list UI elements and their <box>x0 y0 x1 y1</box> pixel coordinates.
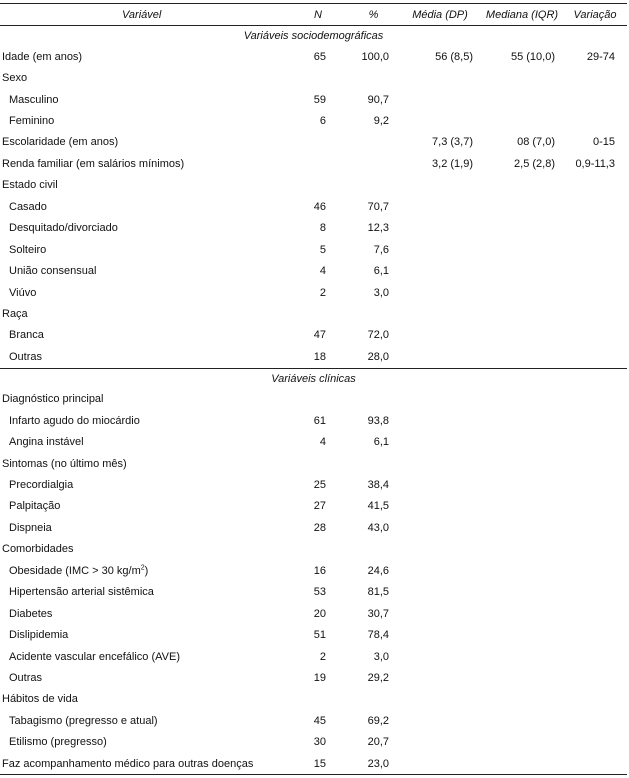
table-row <box>0 753 627 775</box>
section-header-row <box>0 368 627 389</box>
row-label-text: Angina instável <box>9 436 84 449</box>
row-label-text: Acidente vascular encefálico (AVE) <box>9 650 180 663</box>
table-row <box>0 196 627 217</box>
row-label-text: Escolaridade (em anos) <box>2 136 119 149</box>
cell-variacao <box>563 239 627 260</box>
row-label <box>0 431 288 452</box>
row-label-text: Comorbidades <box>2 543 74 556</box>
row-label-text: Viúvo <box>9 286 37 299</box>
cell-mediana: 2,5 (2,8) <box>514 157 555 170</box>
table-row <box>0 603 627 624</box>
row-label-text: Palpitação <box>9 500 61 513</box>
cell-variacao <box>563 67 627 88</box>
cell-pct: 6,1 <box>373 265 389 278</box>
cell-mediana <box>481 753 563 775</box>
cell-pct: 3,0 <box>373 650 389 663</box>
header-variacao: Variação <box>563 4 627 26</box>
cell-pct: 23,0 <box>348 753 399 775</box>
row-label-text: Renda familiar (em salários mínimos) <box>2 157 185 170</box>
row-label-text: Precordialgia <box>9 479 74 492</box>
header-mediana: Mediana (IQR) <box>481 4 563 26</box>
section-header-row <box>0 26 627 47</box>
row-label <box>0 346 288 368</box>
row-label <box>0 67 288 88</box>
cell-media <box>399 67 481 88</box>
row-label-text: Raça <box>2 307 28 320</box>
row-label <box>0 753 288 775</box>
row-label-text: Hipertensão arterial sistêmica <box>9 586 154 599</box>
row-label <box>0 325 288 346</box>
cell-media: 7,3 (3,7) <box>432 136 473 149</box>
row-label <box>0 196 288 217</box>
cell-n: 15 <box>288 753 348 775</box>
cell-mediana <box>481 646 563 667</box>
cell-pct: 78,4 <box>367 629 389 642</box>
cell-media <box>399 110 481 131</box>
cell-media <box>399 539 481 560</box>
cell-n: 5 <box>319 243 326 256</box>
row-label <box>0 603 288 624</box>
cell-media <box>399 732 481 753</box>
cell-pct: 41,5 <box>367 500 389 513</box>
row-label-text: Dispneia <box>9 521 52 534</box>
table-row <box>0 582 627 603</box>
cell-media <box>399 753 481 775</box>
cell-n: 61 <box>313 414 326 427</box>
cell-pct: 69,2 <box>367 714 389 727</box>
cell-variacao <box>563 282 627 303</box>
row-label-text: Sexo <box>2 72 28 85</box>
cell-mediana: 55 (10,0) <box>510 50 555 63</box>
header-row <box>0 4 627 26</box>
cell-n: 45 <box>313 714 326 727</box>
cell-n: 30 <box>313 736 326 749</box>
cell-mediana <box>481 346 563 368</box>
cell-mediana <box>481 453 563 474</box>
section-title: Variáveis clínicas <box>0 368 627 389</box>
row-label <box>0 667 288 688</box>
cell-pct: 100,0 <box>361 50 389 63</box>
data-table <box>0 3 627 775</box>
row-label <box>0 496 288 517</box>
cell-n: 27 <box>313 500 326 513</box>
cell-n <box>288 303 348 324</box>
cell-pct <box>348 132 399 153</box>
cell-pct: 3,0 <box>373 286 389 299</box>
cell-media <box>399 346 481 368</box>
cell-media <box>399 453 481 474</box>
row-label <box>0 282 288 303</box>
cell-n: 18 <box>313 350 326 363</box>
cell-n <box>288 132 348 153</box>
cell-pct: 24,6 <box>367 564 389 577</box>
cell-pct: 6,1 <box>373 436 389 449</box>
cell-mediana <box>481 689 563 710</box>
cell-mediana <box>481 389 563 410</box>
cell-mediana <box>481 624 563 645</box>
table-row <box>0 89 627 110</box>
cell-variacao <box>563 346 627 368</box>
cell-mediana <box>481 67 563 88</box>
cell-mediana <box>481 582 563 603</box>
table-header <box>0 4 627 26</box>
table-row <box>0 431 627 452</box>
cell-mediana: 08 (7,0) <box>517 136 555 149</box>
table-row <box>0 325 627 346</box>
cell-pct: 30,7 <box>367 607 389 620</box>
cell-pct: 9,2 <box>373 115 389 128</box>
cell-variacao <box>563 325 627 346</box>
cell-media <box>399 431 481 452</box>
cell-pct <box>348 539 399 560</box>
cell-mediana <box>481 474 563 495</box>
cell-n <box>288 153 348 174</box>
row-label-text: Idade (em anos) <box>2 50 83 63</box>
table-body <box>0 26 627 775</box>
row-label-text: Diagnóstico principal <box>2 393 104 406</box>
row-label <box>0 732 288 753</box>
table-row <box>0 175 627 196</box>
row-label <box>0 389 288 410</box>
row-label <box>0 303 288 324</box>
cell-n: 59 <box>313 93 326 106</box>
table-row <box>0 67 627 88</box>
row-label <box>0 517 288 538</box>
cell-mediana <box>481 431 563 452</box>
cell-n: 47 <box>313 329 326 342</box>
row-label-text: Faz acompanhamento médico para outras doenças <box>2 757 254 770</box>
table-row <box>0 346 627 368</box>
cell-variacao <box>563 218 627 239</box>
cell-media <box>399 667 481 688</box>
cell-n: 4 <box>319 265 326 278</box>
cell-media <box>399 710 481 731</box>
cell-variacao: 0,9-11,3 <box>575 157 615 170</box>
row-label <box>0 474 288 495</box>
cell-variacao <box>563 89 627 110</box>
cell-variacao <box>563 431 627 452</box>
row-label-text: Casado <box>9 200 47 213</box>
cell-variacao <box>563 603 627 624</box>
row-label <box>0 624 288 645</box>
table-row <box>0 46 627 67</box>
row-label <box>0 175 288 196</box>
cell-n: 2 <box>319 286 326 299</box>
cell-pct: 93,8 <box>367 414 389 427</box>
cell-variacao <box>563 646 627 667</box>
row-label <box>0 710 288 731</box>
cell-mediana <box>481 110 563 131</box>
cell-media: 56 (8,5) <box>435 50 473 63</box>
header-pct: % <box>348 4 399 26</box>
table-row <box>0 389 627 410</box>
cell-media <box>399 175 481 196</box>
table-row <box>0 496 627 517</box>
cell-pct: 12,3 <box>367 222 389 235</box>
row-label <box>0 410 288 431</box>
cell-variacao <box>563 582 627 603</box>
cell-mediana <box>481 732 563 753</box>
row-label <box>0 218 288 239</box>
cell-media <box>399 474 481 495</box>
cell-variacao <box>563 474 627 495</box>
cell-pct: 38,4 <box>367 479 389 492</box>
cell-n: 19 <box>313 671 326 684</box>
cell-mediana <box>481 303 563 324</box>
row-label <box>0 582 288 603</box>
cell-pct: 7,6 <box>373 243 389 256</box>
cell-variacao <box>563 410 627 431</box>
cell-variacao <box>563 453 627 474</box>
table-row <box>0 410 627 431</box>
row-label-text: Masculino <box>9 93 59 106</box>
cell-pct: 43,0 <box>367 521 389 534</box>
cell-variacao <box>563 260 627 281</box>
row-label <box>0 132 288 153</box>
table-row <box>0 453 627 474</box>
cell-pct <box>348 175 399 196</box>
cell-variacao <box>563 732 627 753</box>
cell-pct <box>348 453 399 474</box>
row-label <box>0 89 288 110</box>
cell-pct: 90,7 <box>367 93 389 106</box>
cell-media <box>399 603 481 624</box>
cell-media <box>399 218 481 239</box>
cell-variacao <box>563 389 627 410</box>
cell-media <box>399 389 481 410</box>
cell-n: 16 <box>313 564 326 577</box>
row-label-text: Diabetes <box>9 607 53 620</box>
table-row <box>0 303 627 324</box>
cell-mediana <box>481 239 563 260</box>
cell-n: 53 <box>313 586 326 599</box>
cell-media <box>399 260 481 281</box>
table-row <box>0 624 627 645</box>
row-label-text: Outras <box>9 350 43 363</box>
cell-variacao <box>563 196 627 217</box>
cell-variacao <box>563 539 627 560</box>
table-row <box>0 474 627 495</box>
row-label <box>0 453 288 474</box>
cell-media <box>399 410 481 431</box>
cell-pct: 81,5 <box>367 586 389 599</box>
cell-n: 46 <box>313 200 326 213</box>
row-label <box>0 153 288 174</box>
cell-n <box>288 67 348 88</box>
table-row <box>0 218 627 239</box>
cell-n: 51 <box>313 629 326 642</box>
cell-n: 65 <box>313 50 326 63</box>
cell-n: 8 <box>319 222 326 235</box>
cell-variacao <box>563 753 627 775</box>
cell-media <box>399 624 481 645</box>
cell-n: 6 <box>319 115 326 128</box>
cell-mediana <box>481 218 563 239</box>
cell-media <box>399 560 481 581</box>
cell-variacao <box>563 624 627 645</box>
cell-variacao <box>563 560 627 581</box>
cell-pct: 72,0 <box>367 329 389 342</box>
row-label-text: Infarto agudo do miocárdio <box>9 414 140 427</box>
cell-pct <box>348 303 399 324</box>
row-label-text: Hábitos de vida <box>2 693 78 706</box>
cell-media <box>399 496 481 517</box>
row-label <box>0 646 288 667</box>
cell-variacao <box>563 667 627 688</box>
row-label <box>0 46 288 67</box>
cell-media <box>399 239 481 260</box>
row-label <box>0 689 288 710</box>
cell-n: 4 <box>319 436 326 449</box>
cell-media <box>399 325 481 346</box>
row-label-text: Tabagismo (pregresso e atual) <box>9 714 158 727</box>
cell-pct <box>348 389 399 410</box>
table-row <box>0 667 627 688</box>
row-label-text: Sintomas (no último mês) <box>2 457 127 470</box>
cell-pct: 70,7 <box>367 200 389 213</box>
cell-variacao <box>563 710 627 731</box>
cell-variacao <box>563 496 627 517</box>
table-row <box>0 153 627 174</box>
cell-n <box>288 389 348 410</box>
cell-variacao <box>563 689 627 710</box>
cell-pct <box>348 689 399 710</box>
row-label <box>0 539 288 560</box>
cell-n <box>288 689 348 710</box>
cell-mediana <box>481 175 563 196</box>
row-label <box>0 560 288 581</box>
cell-media <box>399 689 481 710</box>
table-row <box>0 260 627 281</box>
table-row <box>0 646 627 667</box>
row-label-superscript: 2 <box>140 564 145 572</box>
table-row <box>0 110 627 131</box>
cell-n <box>288 539 348 560</box>
row-label-text: Solteiro <box>9 243 47 256</box>
section-title: Variáveis sociodemográficas <box>243 30 384 42</box>
table-row <box>0 560 627 581</box>
header-n: N <box>288 4 348 26</box>
row-label-text: Outras <box>9 671 43 684</box>
table-row <box>0 689 627 710</box>
cell-mediana <box>481 496 563 517</box>
header-media: Média (DP) <box>399 4 481 26</box>
row-label-text: Obesidade (IMC > 30 kg/m <box>9 564 141 577</box>
cell-pct: 20,7 <box>367 736 389 749</box>
cell-variacao: 29-74 <box>586 50 615 63</box>
cell-pct: 28,0 <box>367 350 389 363</box>
row-label-text: Etilismo (pregresso) <box>9 736 107 749</box>
cell-variacao <box>563 175 627 196</box>
cell-n: 25 <box>313 479 326 492</box>
cell-mediana <box>481 282 563 303</box>
cell-mediana <box>481 667 563 688</box>
cell-pct <box>348 153 399 174</box>
cell-pct: 29,2 <box>367 671 389 684</box>
cell-mediana <box>481 517 563 538</box>
row-label-text: Dislipidemia <box>9 629 69 642</box>
cell-mediana <box>481 260 563 281</box>
cell-media: 3,2 (1,9) <box>432 157 473 170</box>
cell-variacao <box>563 110 627 131</box>
row-label-text: Feminino <box>9 115 55 128</box>
cell-n: 28 <box>313 521 326 534</box>
cell-mediana <box>481 603 563 624</box>
table-row <box>0 539 627 560</box>
cell-media <box>399 196 481 217</box>
cell-mediana <box>481 560 563 581</box>
header-variavel: Variável <box>0 4 288 26</box>
row-label-text: União consensual <box>9 265 97 278</box>
cell-n: 20 <box>313 607 326 620</box>
cell-n <box>288 175 348 196</box>
table-row <box>0 710 627 731</box>
row-label <box>0 239 288 260</box>
table-row <box>0 732 627 753</box>
cell-mediana <box>481 539 563 560</box>
cell-pct <box>348 67 399 88</box>
table-row <box>0 282 627 303</box>
cell-variacao <box>563 303 627 324</box>
table-row <box>0 132 627 153</box>
row-label-text: Desquitado/divorciado <box>9 222 118 235</box>
cell-media <box>399 582 481 603</box>
cell-mediana <box>481 89 563 110</box>
row-label-tail: ) <box>144 564 149 577</box>
row-label <box>0 110 288 131</box>
table-row <box>0 239 627 260</box>
cell-variacao: 0-15 <box>592 136 615 149</box>
cell-mediana <box>481 410 563 431</box>
table-row <box>0 517 627 538</box>
cell-mediana <box>481 196 563 217</box>
cell-media <box>399 646 481 667</box>
cell-media <box>399 303 481 324</box>
row-label-text: Branca <box>9 329 44 342</box>
cell-n: 2 <box>319 650 326 663</box>
cell-mediana <box>481 325 563 346</box>
cell-media <box>399 89 481 110</box>
row-label <box>0 260 288 281</box>
cell-variacao <box>563 517 627 538</box>
cell-n <box>288 453 348 474</box>
row-label-text: Estado civil <box>2 179 58 192</box>
cell-media <box>399 517 481 538</box>
cell-mediana <box>481 710 563 731</box>
cell-media <box>399 282 481 303</box>
